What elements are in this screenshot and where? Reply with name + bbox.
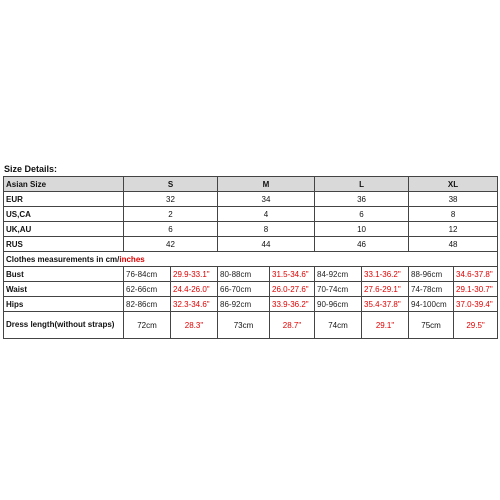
table-cell: 8	[409, 207, 498, 222]
header-row	[4, 177, 498, 192]
row-label: US,CA	[4, 207, 124, 222]
size-header-m: M	[218, 177, 315, 192]
measurements-title-row	[4, 252, 498, 267]
measurements-title-prefix: Clothes measurements in cm/	[6, 254, 120, 264]
inch-cell: 26.0-27.6"	[270, 282, 315, 297]
inch-cell: 29.5"	[454, 312, 498, 339]
cm-cell: 80-88cm	[218, 267, 270, 282]
table-cell: 10	[315, 222, 409, 237]
table-cell: 38	[409, 192, 498, 207]
cm-cell: 84-92cm	[315, 267, 362, 282]
inch-cell: 28.3"	[171, 312, 218, 339]
inch-cell: 37.0-39.4"	[454, 297, 498, 312]
table-cell: 8	[218, 222, 315, 237]
conversion-row	[4, 237, 498, 252]
row-label: Bust	[4, 267, 124, 282]
row-label: Waist	[4, 282, 124, 297]
inch-cell: 32.3-34.6"	[171, 297, 218, 312]
table-cell: 48	[409, 237, 498, 252]
row-label: EUR	[4, 192, 124, 207]
cm-cell: 88-96cm	[409, 267, 454, 282]
row-label: RUS	[4, 237, 124, 252]
inch-cell: 33.9-36.2"	[270, 297, 315, 312]
table-cell: 36	[315, 192, 409, 207]
size-header-s: S	[124, 177, 218, 192]
conversion-row	[4, 222, 498, 237]
measurement-row-bust	[4, 267, 498, 282]
inch-cell: 24.4-26.0"	[171, 282, 218, 297]
cm-cell: 74cm	[315, 312, 362, 339]
cm-cell: 74-78cm	[409, 282, 454, 297]
cm-cell: 62-66cm	[124, 282, 171, 297]
measurement-row-hips	[4, 297, 498, 312]
header-label: Asian Size	[4, 177, 124, 192]
conversion-row	[4, 192, 498, 207]
measurement-row-dress-length	[4, 312, 498, 339]
table-cell: 4	[218, 207, 315, 222]
cm-cell: 94-100cm	[409, 297, 454, 312]
cm-cell: 72cm	[124, 312, 171, 339]
inch-cell: 29.1-30.7"	[454, 282, 498, 297]
measurements-title-highlight: inches	[119, 254, 145, 264]
row-label: UK,AU	[4, 222, 124, 237]
row-label: Hips	[4, 297, 124, 312]
row-label: Dress length(without straps)	[4, 312, 124, 339]
inch-cell: 29.9-33.1"	[171, 267, 218, 282]
cm-cell: 75cm	[409, 312, 454, 339]
size-table	[3, 176, 498, 339]
inch-cell: 31.5-34.6"	[270, 267, 315, 282]
table-cell: 46	[315, 237, 409, 252]
table-cell: 12	[409, 222, 498, 237]
cm-cell: 90-96cm	[315, 297, 362, 312]
table-cell: 2	[124, 207, 218, 222]
size-header-xl: XL	[409, 177, 498, 192]
cm-cell: 82-86cm	[124, 297, 171, 312]
cm-cell: 73cm	[218, 312, 270, 339]
cm-cell: 70-74cm	[315, 282, 362, 297]
page-title: Size Details:	[4, 164, 58, 174]
table-cell: 34	[218, 192, 315, 207]
table-cell: 32	[124, 192, 218, 207]
measurement-row-waist	[4, 282, 498, 297]
inch-cell: 33.1-36.2"	[362, 267, 409, 282]
table-cell: 42	[124, 237, 218, 252]
inch-cell: 29.1"	[362, 312, 409, 339]
inch-cell: 34.6-37.8"	[454, 267, 498, 282]
table-cell: 6	[315, 207, 409, 222]
cm-cell: 76-84cm	[124, 267, 171, 282]
cm-cell: 66-70cm	[218, 282, 270, 297]
conversion-row	[4, 207, 498, 222]
measurements-title	[4, 252, 498, 267]
inch-cell: 27.6-29.1"	[362, 282, 409, 297]
cm-cell: 86-92cm	[218, 297, 270, 312]
inch-cell: 28.7"	[270, 312, 315, 339]
table-cell: 6	[124, 222, 218, 237]
size-header-l: L	[315, 177, 409, 192]
table-cell: 44	[218, 237, 315, 252]
inch-cell: 35.4-37.8"	[362, 297, 409, 312]
